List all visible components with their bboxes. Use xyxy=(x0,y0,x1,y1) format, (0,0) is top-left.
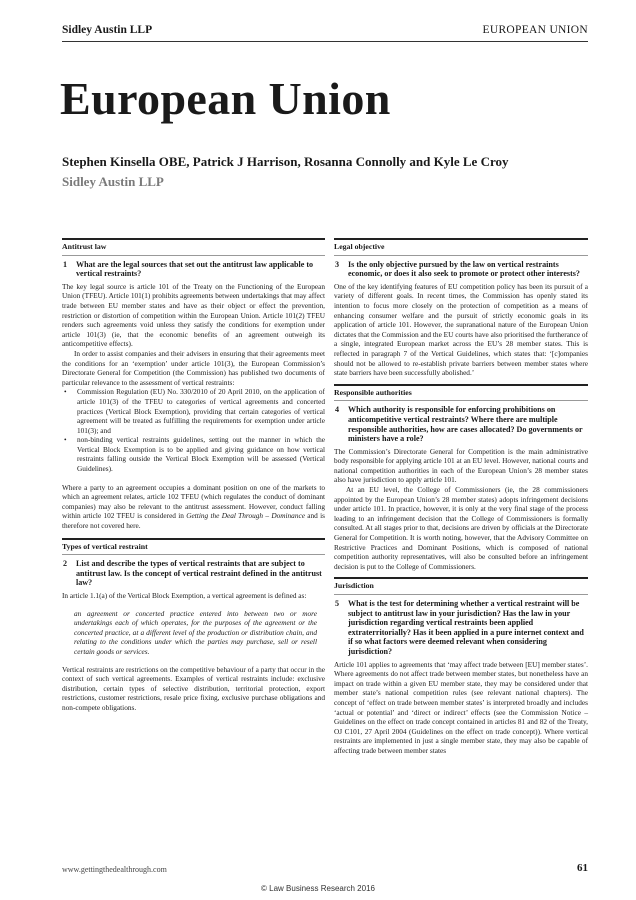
bullet-icon: • xyxy=(64,435,67,445)
page-title: European Union xyxy=(60,73,391,124)
running-header-firm: Sidley Austin LLP xyxy=(62,24,153,36)
page-number: 61 xyxy=(577,862,588,874)
question-5 xyxy=(334,599,588,657)
question-text: What are the legal sources that set out the antitrust law applicable to vertical restraints? xyxy=(76,259,314,279)
publication-title: Getting the Deal Through – Dominance xyxy=(186,511,305,521)
question-number: 4 xyxy=(335,405,340,415)
question-text: Is the only objective pursued by the law on vertical restraints economic, or does it also seek to promote or protect other interests? xyxy=(348,259,580,279)
question-4 xyxy=(334,405,588,443)
paragraph: One of the key identifying features of EU competition policy has been its pursuit of a variety of different goals. In recent times, the Commission has openly stated its intention to focus more closely on the protection of competition as a means of enhancing consumer welfare and the pursuit of strictly economic goals in its application of article 101. However, the supranational nature of the European Union dictates that the Commission and the EU courts have also prioritised the furtherance of a single, integrated European market across the EU’s 28 member states. This is reflected in paragraph 7 of the Vertical Guidelines, which states that: ‘[c]ompanies should not be allowed to re-establish private barriers between member states where state barriers have been successfully abolished.’ xyxy=(334,281,588,378)
paragraph: Vertical restraints are restrictions on the competitive behaviour of a party that occur in the context of such vertical agreements. Examples of vertical restraints include: exclusive distribution, certain types of selective distribution, territorial protection, export restrictions, customer restrictions, resale price fixing, exclusive purchase obligations and non-compete obligations. xyxy=(62,664,325,712)
section-heading-responsible-authorities: Responsible authorities xyxy=(334,384,588,402)
paragraph: In article 1.1(a) of the Vertical Block Exemption, a vertical agreement is defined as: xyxy=(62,591,307,600)
copyright-notice: © Law Business Research 2016 xyxy=(261,884,375,893)
authors: Stephen Kinsella OBE, Patrick J Harrison, Rosanna Connolly and Kyle Le Croy xyxy=(62,154,509,169)
section-heading-jurisdiction: Jurisdiction xyxy=(334,577,588,595)
list-item-text: non-binding vertical restraints guidelines, setting out the manner in which the Vertical Block Exemption is to be applied and giving guidance on how vertical restraints falling outside the Vertical Block Exemption will be assessed (Vertical Guidelines). xyxy=(77,435,325,474)
list-item xyxy=(62,435,325,473)
question-text: Which authority is responsible for enforcing prohibitions on anticompetitive vertical restraints? Where there are multiple responsible authorities, how are cases allocated? Do governments or ministers have a role? xyxy=(348,405,583,444)
running-header-chapter: EUROPEAN UNION xyxy=(482,24,588,36)
right-column xyxy=(334,238,588,756)
bullet-icon: • xyxy=(64,387,67,397)
paragraph: The Commission’s Directorate General for Competition is the main administrative body responsible for applying article 101 at an EU level. However, national courts and national competition authorities in each of the European Union’s 28 member states also have jurisdiction to apply article 101. xyxy=(334,446,588,485)
paragraph xyxy=(62,483,325,531)
paragraph-text: and is therefore not covered here. xyxy=(62,511,325,531)
question-3 xyxy=(334,260,588,279)
bullet-list xyxy=(62,387,325,473)
paragraph: The key legal source is article 101 of the Treaty on the Functioning of the European Union (TFEU). Article 101(1) prohibits agreements between undertakings that may affect trade between EU member states and have as their object or effect the prevention, restriction or distortion of competition within the European Union. Article 101(2) TFEU renders such agreements void unless they satisfy the conditions for exemption under article 101(3) (ie, that the economic benefits of an agreement outweigh its anticompetitive effects). xyxy=(62,281,325,349)
section-heading-legal-objective: Legal objective xyxy=(334,238,588,256)
header-rule xyxy=(62,41,588,42)
question-1 xyxy=(62,260,325,279)
question-text: List and describe the types of vertical restraints that are subject to antitrust law. Is the concept of vertical restraint defined in the antitrust law? xyxy=(76,559,322,588)
left-column xyxy=(62,238,325,713)
list-item xyxy=(62,387,325,435)
question-text: What is the test for determining whether a vertical restraint will be subject to antitrust law in your jurisdiction? Has the law in your jurisdiction regarding vertical restraints been applied extraterritorially? Has it been applied in a pure internet context and if so what factors were deemed relevant when considering jurisdiction? xyxy=(348,599,584,656)
footer-url-link[interactable]: www.gettingthedealthrough.com xyxy=(62,865,167,874)
paragraph-text: Where a party to an agreement occupies a dominant position on one of the markets to which an agreement relates, article 102 TFEU (which regulates the conduct of dominant companies) may also be relevant to the antitrust assessment. However, conduct falling within article 102 TFEU is considered in xyxy=(62,482,325,521)
paragraph: At an EU level, the College of Commissioners (ie, the 28 commissioners appointed by the European Union’s 28 member states) adopts infringement decisions under article 101. In practice, however, it is only at the very final stage of the process leading to an infringement decision that the College of Commissioners is formally consulted. At all stages prior to that, decisions are driven by officials at the Directorate General for Competition. It is worth noting, however, that the Advisory Committee on Restrictive Practices and Dominant Positions, which is composed of national competition authority representatives, will also be consulted before an infringement decision is put to the College of Commissioners. xyxy=(334,485,588,571)
question-number: 3 xyxy=(335,259,340,269)
author-firm: Sidley Austin LLP xyxy=(62,174,164,189)
paragraph: Article 101 applies to agreements that ‘may affect trade between [EU] member states’. Where agreements do not affect trade between member states, but nonetheless have an impact on trade within a given EU member state, they may be considered under that member state’s national competition rules (see relevant national chapters). The concept of ‘effect on trade between member states’ is interpreted broadly and includes ‘actual or potential’ and ‘direct or indirect’ effects (see the Commission Notice – Guidelines on the effect on trade concept contained in articles 81 and 82 of the Treaty, OJ C101, 27 April 2004 (Guidelines on the effect on trade concept)). Where vertical restraints are implemented in just a single member state, they may also be capable of affecting trade between member states xyxy=(334,659,588,755)
block-quote: an agreement or concerted practice entered into between two or more undertakings each of which operates, for the purposes of the agreement or the concerted practice, at a different level of the production or distribution chain, and relating to the conditions under which the parties may purchase, sell or resell certain goods or services. xyxy=(74,608,317,656)
question-number: 5 xyxy=(335,599,340,608)
question-number: 1 xyxy=(63,259,68,269)
section-heading-types: Types of vertical restraint xyxy=(62,538,325,556)
question-2 xyxy=(62,559,325,588)
list-item-text: Commission Regulation (EU) No. 330/2010 of 20 April 2010, on the application of article 101(3) of the TFEU to categories of vertical agreements and concerted practices (Vertical Block Exemption), providing that certain categories of vertical agreement will be treated as fulfilling the requirements for exemption under article 101(3); and xyxy=(77,387,325,435)
section-heading-antitrust-law: Antitrust law xyxy=(62,238,325,256)
paragraph: In order to assist companies and their advisers in ensuring that their agreements meet the conditions for an ‘exemption’ under article 101(3), the European Commission’s Directorate General for Competition (the Commission) has published two documents of particular relevance to the assessment of vertical restraints: xyxy=(62,348,325,387)
question-number: 2 xyxy=(63,559,68,569)
